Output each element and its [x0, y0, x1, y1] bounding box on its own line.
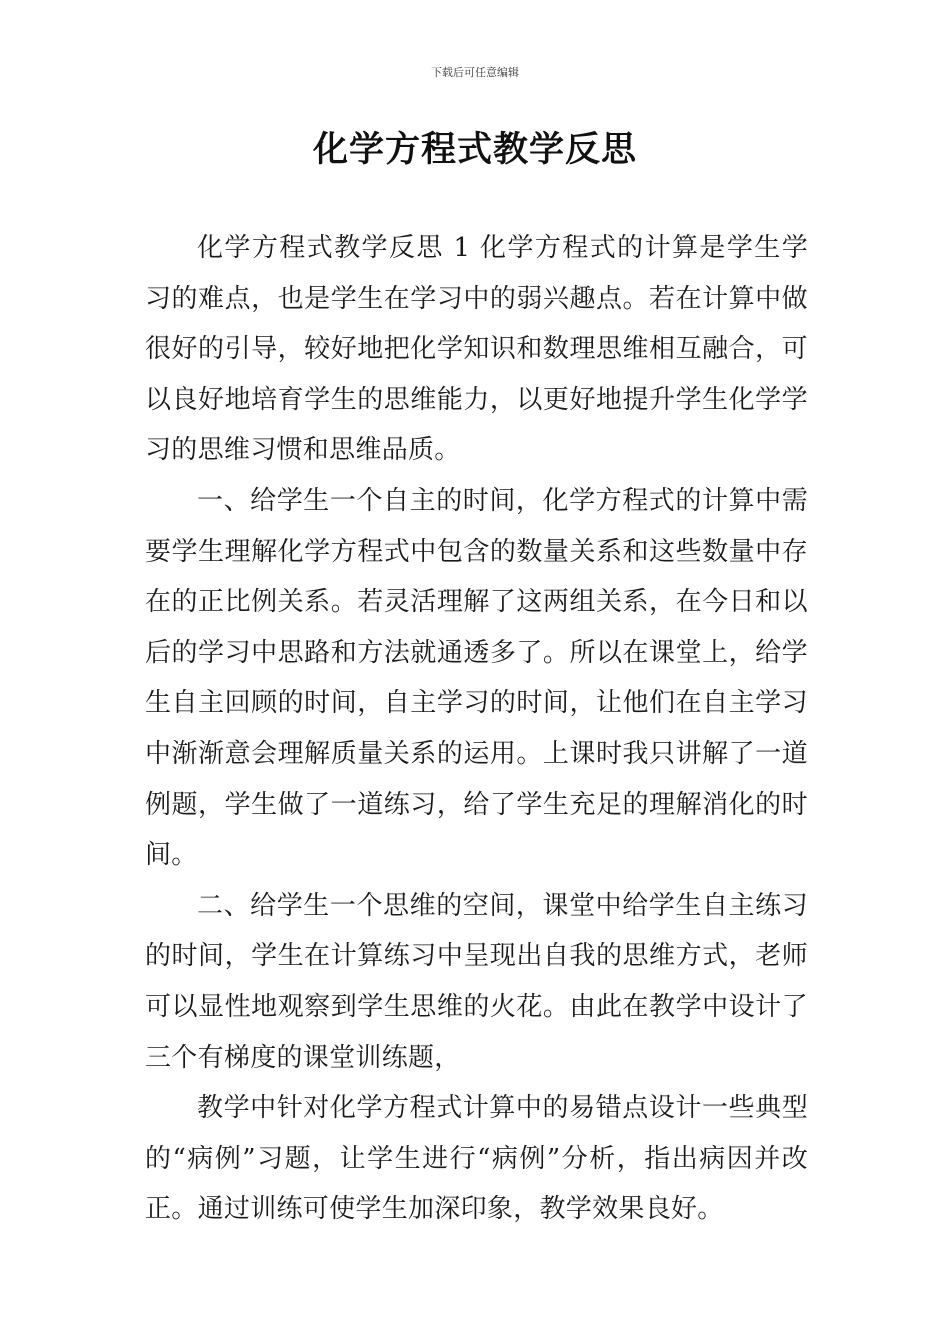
document-title: 化学方程式教学反思: [312, 130, 637, 170]
document-body: [145, 223, 808, 1235]
paragraph-point-one: 一、给学生一个自主的时间，化学方程式的计算中需要学生理解化学方程式中包含的数量关系和这些数量中存在的正比例关系。若灵活理解了这两组关系，在今日和以后的学习中思路和方法就通透多了。所以在课堂上，给学生自主回顾的时间，自主学习的时间，让他们在自主学习中渐渐意会理解质量关系的运用。上课时我只讲解了一道例题，学生做了一道练习，给了学生充足的理解消化的时间。: [145, 485, 808, 871]
paragraph-point-two: 二、给学生一个思维的空间，课堂中给学生自主练习的时间，学生在计算练习中呈现出自我的思维方式，老师可以显性地观察到学生思维的火花。由此在教学中设计了三个有梯度的课堂训练题，: [145, 890, 808, 1073]
paragraph-intro: 化学方程式教学反思 1 化学方程式的计算是学生学习的难点，也是学生在学习中的弱兴趣点。若在计算中做很好的引导，较好地把化学知识和数理思维相互融合，可以良好地培育学生的思维能力，以更好地提升学生化学学习的思维习惯和思维品质。: [145, 233, 808, 466]
header-note: 下载后可任意编辑: [431, 66, 519, 79]
paragraph-error-cases: 教学中针对化学方程式计算中的易错点设计一些典型的“病例”习题，让学生进行“病例”分析，指出病因并改正。通过训练可使学生加深印象，教学效果良好。: [145, 1093, 808, 1225]
